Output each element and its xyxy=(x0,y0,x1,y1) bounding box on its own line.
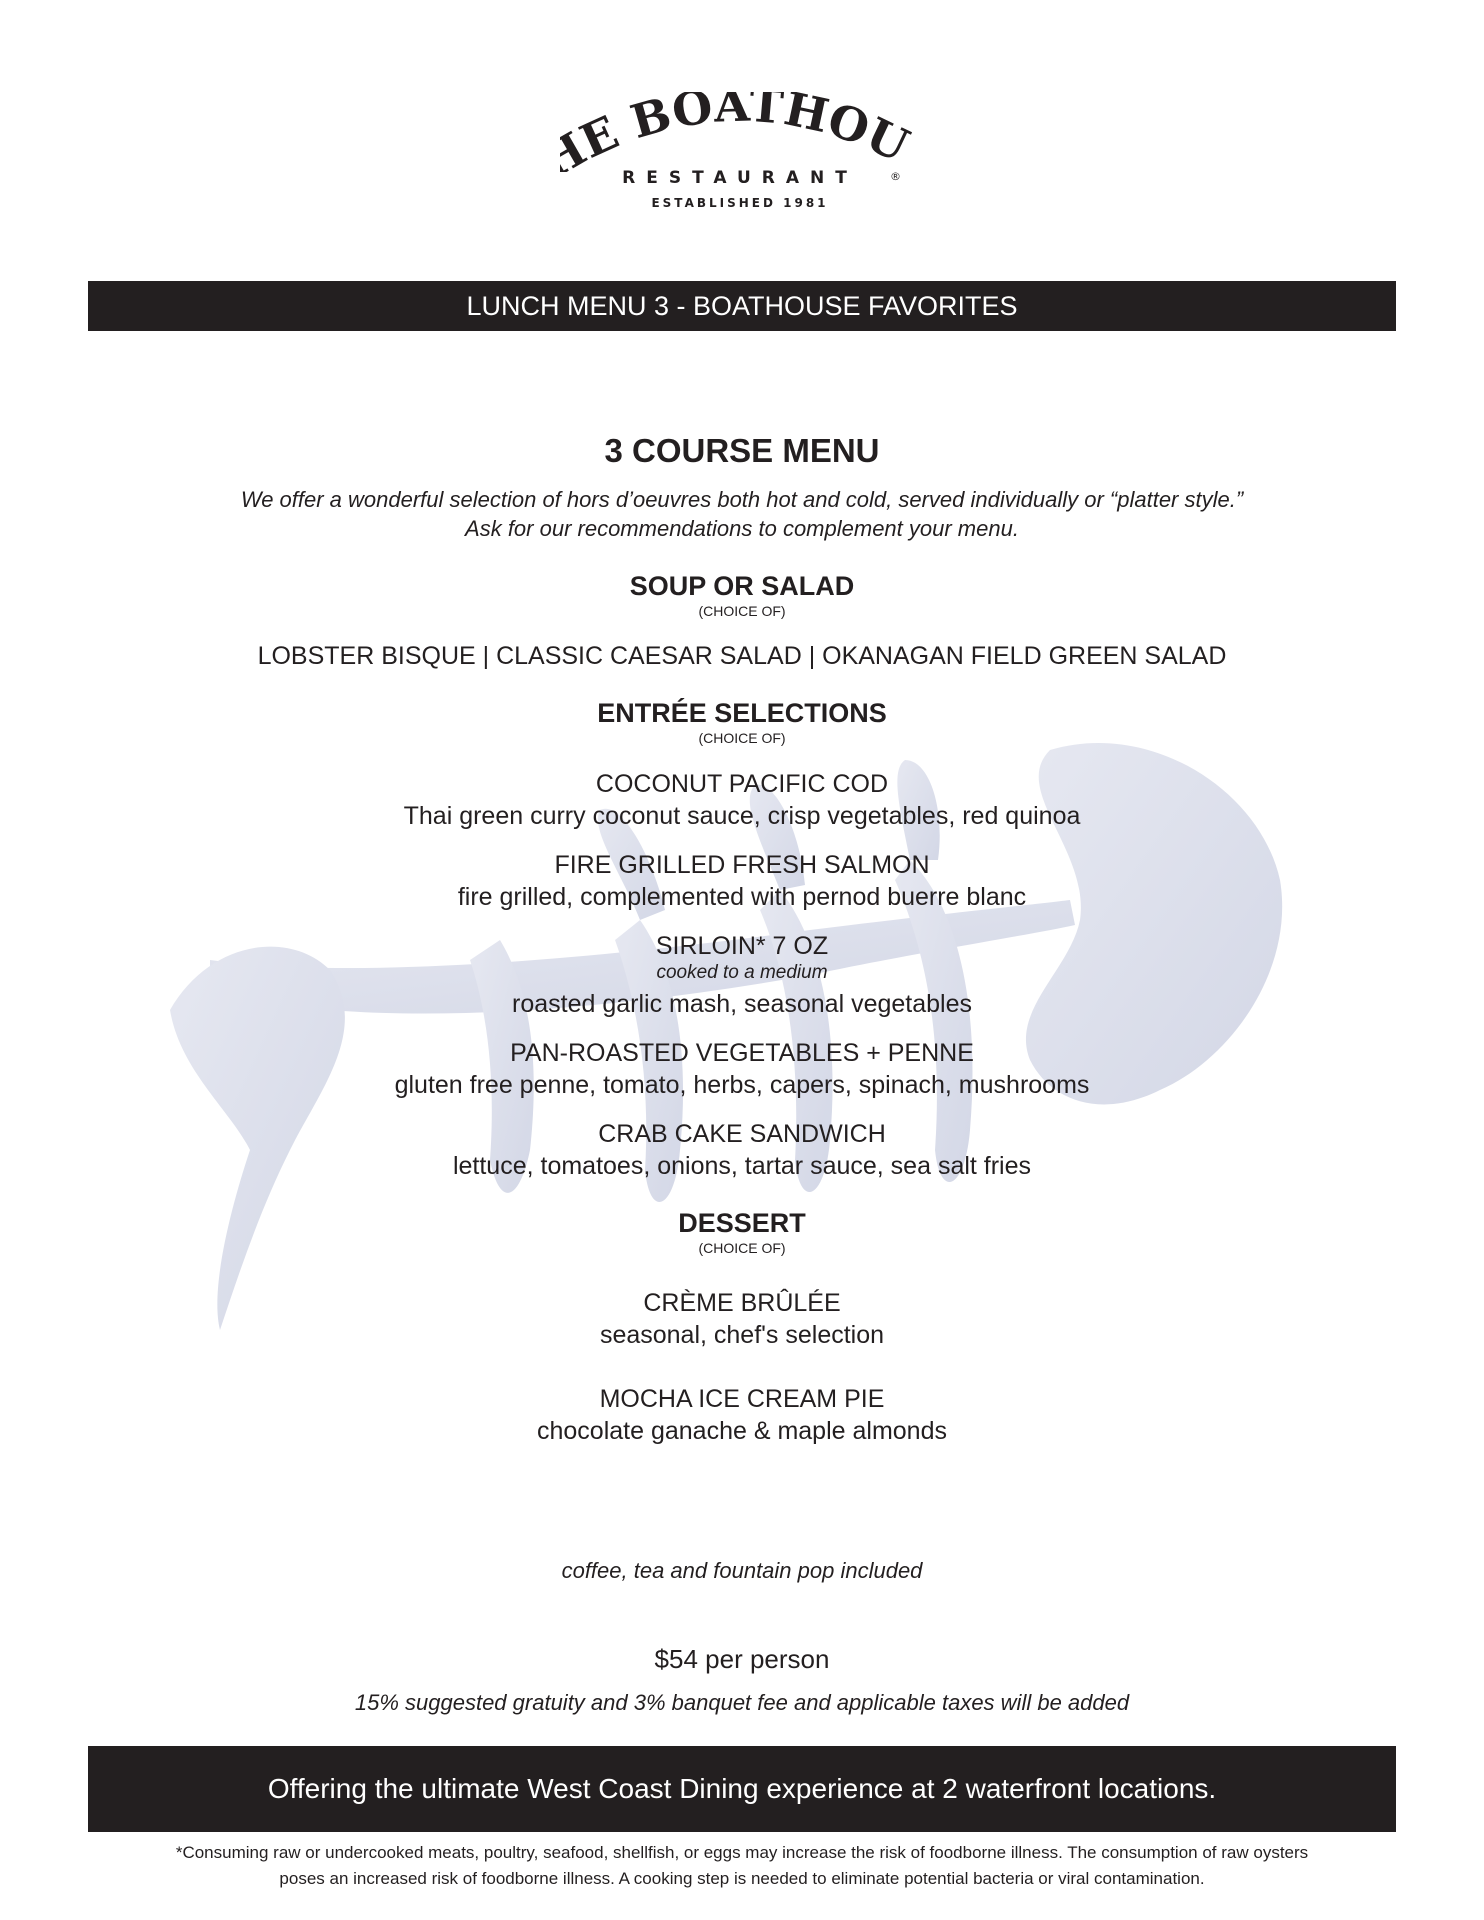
disclaimer-line-2: poses an increased risk of foodborne illness. A cooking step is needed to eliminate potential bacteria or viral contamination. xyxy=(279,1869,1205,1888)
entree-heading: ENTRÉE SELECTIONS xyxy=(597,698,887,728)
soup-salad-choice: (CHOICE OF) xyxy=(698,603,786,619)
entree-item-name: FIRE GRILLED FRESH SALMON xyxy=(554,851,930,879)
logo-restaurant-text: RESTAURANT xyxy=(622,168,858,188)
dessert-item-name: MOCHA ICE CREAM PIE xyxy=(599,1385,885,1413)
entree-item-desc: roasted garlic mash, seasonal vegetables xyxy=(512,990,972,1018)
menu-intro-line-1: We offer a wonderful selection of hors d’oeuvres both hot and cold, served individually or “platter style.” xyxy=(240,487,1244,512)
menu-intro-line-2: Ask for our recommendations to complement your menu. xyxy=(465,516,1019,541)
dessert-item-desc: chocolate ganache & maple almonds xyxy=(537,1417,947,1445)
logo-registered-mark: ® xyxy=(890,170,901,183)
price-per-person: $54 per person xyxy=(654,1644,830,1674)
entree-item-desc: lettuce, tomatoes, onions, tartar sauce, sea salt fries xyxy=(452,1152,1032,1180)
dessert-heading: DESSERT xyxy=(678,1208,806,1238)
entree-item-name: PAN-ROASTED VEGETABLES + PENNE xyxy=(510,1039,974,1067)
entree-item-note: cooked to a medium xyxy=(656,962,828,983)
entree-item-desc: gluten free penne, tomato, herbs, capers, spinach, mushrooms xyxy=(394,1071,1090,1099)
entree-item-desc: Thai green curry coconut sauce, crisp vegetables, red quinoa xyxy=(403,802,1081,830)
disclaimer-line-1: *Consuming raw or undercooked meats, poultry, seafood, shellfish, or eggs may increase the risk of foodborne illness. The consumption of raw oysters xyxy=(175,1843,1309,1862)
entree-choice: (CHOICE OF) xyxy=(698,730,786,746)
dessert-item-name: CRÈME BRÛLÉE xyxy=(643,1289,841,1317)
dessert-item-desc: seasonal, chef's selection xyxy=(599,1321,885,1349)
footer-tagline-bar: Offering the ultimate West Coast Dining experience at 2 waterfront locations. xyxy=(88,1746,1396,1832)
beverages-note: coffee, tea and fountain pop included xyxy=(561,1558,923,1583)
fees-note: 15% suggested gratuity and 3% banquet fee and applicable taxes will be added xyxy=(354,1690,1130,1715)
soup-salad-heading: SOUP OR SALAD xyxy=(629,571,855,601)
menu-title-bar: LUNCH MENU 3 - BOATHOUSE FAVORITES xyxy=(88,281,1396,331)
boathouse-logo xyxy=(560,92,920,222)
entree-item-name: SIRLOIN* 7 OZ xyxy=(655,932,829,960)
logo-established-text: ESTABLISHED 1981 xyxy=(651,196,829,210)
svg-text:THE BOATHOUSE: E BOATHOU xyxy=(572,92,918,172)
entree-item-name: CRAB CAKE SANDWICH xyxy=(598,1120,886,1148)
logo-arc-wordmark xyxy=(560,92,920,172)
dessert-choice: (CHOICE OF) xyxy=(698,1240,786,1256)
entree-item-name: COCONUT PACIFIC COD xyxy=(595,770,889,798)
course-menu-title: 3 COURSE MENU xyxy=(604,432,880,469)
soup-salad-options: LOBSTER BISQUE | CLASSIC CAESAR SALAD | OKANAGAN FIELD GREEN SALAD xyxy=(257,642,1227,670)
entree-item-desc: fire grilled, complemented with pernod buerre blanc xyxy=(457,883,1027,911)
food-safety-disclaimer xyxy=(88,1840,1396,1892)
